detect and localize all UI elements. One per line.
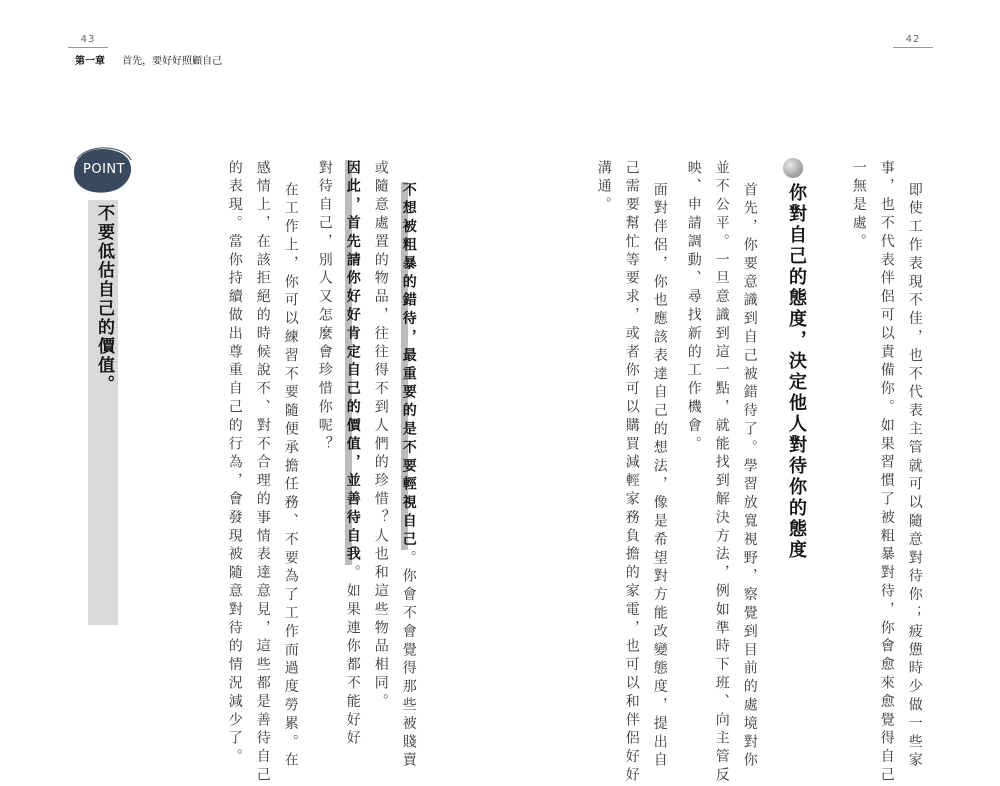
text-column: 映、申請調動、尋找新的工作機會。 bbox=[685, 160, 702, 455]
text-column bbox=[400, 182, 417, 771]
text-column: 己需要幫忙等要求，或者你可以購買減輕家務負擔的家電，也可以和伴侶好好 bbox=[623, 160, 640, 786]
body-text: 。你會不會覺得那些被賤賣 bbox=[400, 550, 417, 771]
text-column: 一無是處。 bbox=[850, 160, 867, 252]
highlighted-text: 不想被粗暴的錯待，最重要的是不要輕視自己 bbox=[400, 182, 417, 550]
text-column: 或隨意處置的物品，往往得不到人們的珍惜？人也和這些物品相同。 bbox=[372, 160, 389, 712]
highlighted-text: 因此，首先請你好好肯定自己的價值，並善待自我 bbox=[344, 160, 361, 565]
heading-bullet-icon bbox=[783, 158, 803, 178]
point-label: POINT bbox=[83, 162, 126, 177]
text-column: 溝通。 bbox=[595, 160, 612, 216]
text-column: 感情上，在該拒絕的時候說不、對不合理的事情表達意見，這些都是善待自己 bbox=[254, 160, 271, 786]
chapter-label: 第一章 bbox=[75, 56, 105, 67]
text-column: 對待自己，別人又怎麼會珍惜你呢？ bbox=[316, 160, 333, 455]
body-text: 。如果連你都不能好好 bbox=[344, 564, 361, 749]
text-column: 並不公平。一旦意識到這一點，就能找到解決方法，例如準時下班、向主管反 bbox=[713, 160, 730, 786]
text-column: 首先，你要意識到自己被錯待了。學習放寬視野，察覺到目前的處境對你 bbox=[741, 182, 758, 771]
text-column: 事，也不代表伴侶可以責備你。如果習慣了被粗暴對待，你會愈來愈覺得自己 bbox=[878, 160, 895, 786]
point-title: 不要低估自己的價值。 bbox=[94, 204, 114, 394]
chapter-header bbox=[75, 52, 222, 67]
text-column: 在工作上，你可以練習不要隨便承擔任務、不要為了工作而過度勞累。在 bbox=[282, 182, 299, 771]
section-heading: 你對自己的態度，決定他人對待你的態度 bbox=[786, 183, 807, 561]
chapter-title: 首先，要好好照顧自己 bbox=[122, 56, 223, 67]
text-column bbox=[344, 160, 361, 749]
page-number-left: 43 bbox=[68, 34, 108, 48]
page-number-right: 42 bbox=[893, 34, 933, 48]
text-column: 即使工作表現不佳，也不代表主管就可以隨意對待你；疲憊時少做一些家 bbox=[906, 182, 923, 771]
text-column: 的表現。當你持續做出尊重自己的行為，會發現被隨意對待的情況減少了。 bbox=[226, 160, 243, 768]
text-column: 面對伴侶，你也應該表達自己的想法，像是希望對方能改變態度，提出自 bbox=[651, 182, 668, 771]
